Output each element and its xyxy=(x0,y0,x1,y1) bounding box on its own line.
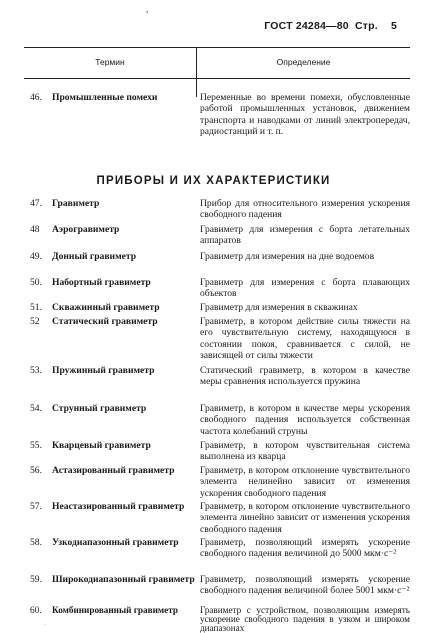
term-name: Кварцевый гравиметр xyxy=(52,440,151,451)
term-name: Неастазированный гравиметр xyxy=(52,501,185,512)
term-number: 58. xyxy=(30,537,42,548)
term-name: Донный гравиметр xyxy=(52,251,137,262)
term-name: Широкодиапазонный гравиметр xyxy=(52,574,195,585)
term-name: Набортный гравиметр xyxy=(52,277,151,288)
term-definition: Гравиметр, в котором чувствительная система выполнена из кварца xyxy=(200,440,410,463)
scan-mark: , xyxy=(146,4,149,14)
column-header-term: Термин xyxy=(95,57,125,67)
term-definition: Гравиметр, в котором отклонение чувствительного элемента нелинейно зависит от изменения ускорения свободного падения xyxy=(200,465,410,499)
term-number: 48 xyxy=(30,224,40,235)
term-definition: Гравиметр, в котором действие силы тяжести на его чувствительную систему, находящуюся в состоянии покоя, сравнивается с силой, не зависящей от силы тяжести xyxy=(200,316,410,362)
scan-mark: · xyxy=(44,622,46,628)
term-definition: Гравиметр с устройством, позволяющим измерять ускорение свободного падения в узком и широком диапазонах xyxy=(200,605,410,633)
term-name: Узкодиапазонный гравиметр xyxy=(52,537,179,548)
term-definition: Статический гравиметр, в котором в качестве меры сравнения используется пружина xyxy=(200,365,410,388)
term-number: 50. xyxy=(30,277,42,288)
term-number: 47. xyxy=(30,198,42,209)
term-number: 51. xyxy=(30,302,42,313)
term-definition: Гравиметр для измерения в скважинах xyxy=(200,302,358,313)
term-definition: Прибор для относительного измерения ускорения свободного падения xyxy=(200,198,410,221)
page-header xyxy=(261,20,397,32)
term-name: Статический гравиметр xyxy=(52,316,158,327)
term-definition: Гравиметр для измерения на дне водоемов xyxy=(200,251,375,262)
page-label: Стр. xyxy=(354,20,378,32)
term-definition: Гравиметр, позволяющий измерять ускорение свободного падения величиной до 5000 мкм·с⁻² xyxy=(200,537,410,560)
term-name: Астазированный гравиметр xyxy=(52,465,175,476)
term-name: Промышленные помехи xyxy=(52,92,158,103)
term-name: Скважинный гравиметр xyxy=(52,302,160,313)
term-definition: Гравиметр, позволяющий измерять ускорение свободного падения величиной более 5001 мкм·с⁻² xyxy=(200,574,410,597)
term-number: 60. xyxy=(30,605,42,615)
term-number: 57. xyxy=(30,501,42,512)
term-number: 59. xyxy=(30,574,42,585)
term-number: 52 xyxy=(30,316,40,327)
term-definition: Гравиметр, в котором отклонение чувствительного элемента линейно зависит от изменения ускорения свободного падения xyxy=(200,501,410,535)
term-definition: Гравиметр, в котором в качестве меры ускорения свободного падения используется собственная частота колебаний струны xyxy=(200,403,410,437)
page-number: 5 xyxy=(390,20,397,32)
term-definition: Переменные во времени помехи, обусловленные работой промышленных установок, движением транспорта и наводками от линий электропередач, радиостанций и т. п. xyxy=(200,92,410,138)
term-number: 56. xyxy=(30,465,42,476)
term-number: 49. xyxy=(30,251,42,262)
term-name: Струнный гравиметр xyxy=(52,403,147,414)
term-number: 54. xyxy=(30,403,42,414)
term-number: 55. xyxy=(30,440,42,451)
section-title: ПРИБОРЫ И ИХ ХАРАКТЕРИСТИКИ xyxy=(96,175,331,187)
term-number: 53. xyxy=(30,365,42,376)
standard-code: ГОСТ 24284—80 xyxy=(264,20,349,32)
term-name: Гравиметр xyxy=(52,198,100,209)
term-definition: Гравиметр для измерения с борта летательных аппаратов xyxy=(200,224,410,247)
term-number: 46. xyxy=(30,92,42,103)
term-name: Аэрогравиметр xyxy=(52,224,120,235)
term-name: Пружинный гравиметр xyxy=(52,365,155,376)
table-header xyxy=(24,47,410,79)
column-header-definition: Определение xyxy=(276,57,331,67)
term-name: Комбинированный гравиметр xyxy=(52,605,178,615)
term-definition: Гравиметр для измерения с борта плавающих объектов xyxy=(200,277,410,300)
